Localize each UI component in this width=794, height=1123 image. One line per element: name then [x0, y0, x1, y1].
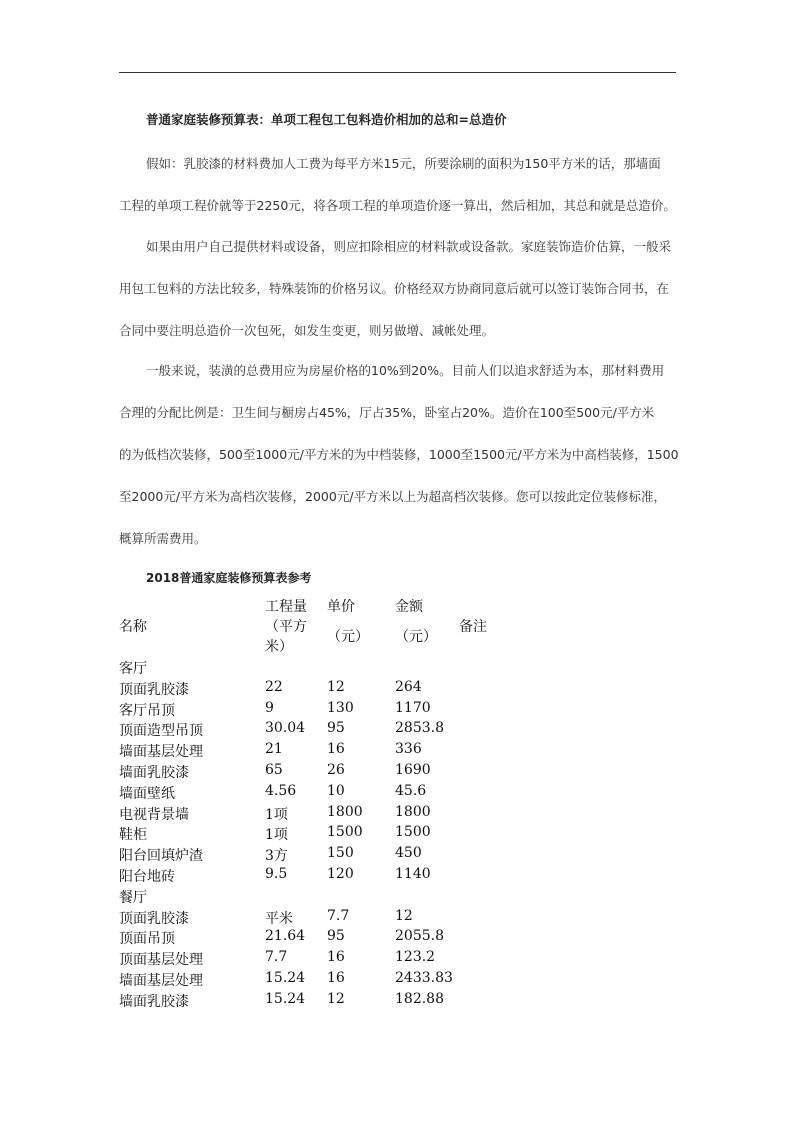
table-row	[119, 991, 539, 1012]
cell-name: 墙面基层处理	[119, 744, 203, 761]
header-price-line1: 单价	[327, 599, 355, 615]
header-qty-line1: 工程量	[265, 599, 307, 615]
cell-qty: 21.64	[265, 928, 306, 945]
cell-price: 16	[327, 970, 345, 986]
cell-qty: 平米	[265, 910, 293, 927]
cell-name: 墙面乳胶漆	[119, 765, 189, 781]
cell-name: 墙面基层处理	[119, 973, 203, 989]
table-row	[119, 866, 539, 887]
cell-amount: 182.88	[395, 990, 444, 1007]
paragraph-line: 假如：乳胶漆的材料费加人工费为每平方米15元，所要涂刷的面积为150平方米的话，那墙面	[146, 156, 661, 171]
table-row	[119, 783, 539, 804]
cell-name: 阳台地砖	[119, 869, 175, 885]
cell-price: 150	[327, 845, 354, 862]
cell-price: 26	[327, 762, 345, 778]
table-row	[119, 679, 539, 700]
paragraph-line: 合理的分配比例是：卫生间与橱房占45%，厅占35%，卧室占20%。造价在100至500元/平方米	[119, 405, 655, 420]
cell-qty: 1项	[265, 806, 288, 823]
header-rule	[119, 72, 676, 73]
table-row	[119, 762, 539, 783]
cell-name: 电视背景墙	[119, 806, 189, 823]
cell-price: 95	[327, 720, 345, 737]
cell-price: 7.7	[327, 907, 350, 924]
cell-price: 1800	[327, 803, 363, 820]
cell-qty: 3方	[265, 848, 288, 865]
cell-qty: 22	[265, 678, 283, 695]
cell-price: 12	[327, 990, 345, 1007]
paragraph-line: 工程的单项工程价就等于2250元，将各项工程的单项造价逐一算出，然后相加，其总和就是总造价。	[119, 198, 676, 213]
page-heading: 普通家庭装修预算表：单项工程包工包料造价相加的总和=总造价	[146, 112, 507, 127]
cell-qty: 9.5	[265, 866, 288, 882]
cell-amount: 1140	[395, 866, 431, 882]
cell-qty: 65	[265, 762, 283, 778]
table-row	[119, 949, 539, 970]
table-row	[119, 970, 539, 991]
cell-price: 16	[327, 949, 345, 966]
header-qty-line3: 米）	[265, 639, 293, 655]
paragraph-line: 概算所需费用。	[119, 531, 207, 546]
cell-name: 顶面乳胶漆	[119, 910, 189, 927]
table-row	[119, 741, 539, 762]
header-price-line2: （元）	[327, 629, 369, 645]
table-row	[119, 658, 539, 679]
cell-name: 阳台回填炉渣	[119, 848, 203, 865]
header-note: 备注	[459, 619, 487, 635]
table-row	[119, 928, 539, 949]
cell-qty: 21	[265, 741, 283, 758]
cell-amount: 1690	[395, 762, 431, 778]
cell-amount: 123.2	[395, 949, 436, 966]
cell-name: 顶面基层处理	[119, 952, 203, 969]
cell-name: 顶面造型吊顶	[119, 723, 203, 740]
cell-qty: 1项	[265, 827, 288, 844]
cell-qty: 15.24	[265, 990, 306, 1007]
table-row	[119, 804, 539, 825]
cell-qty: 7.7	[265, 949, 288, 966]
cell-name: 墙面乳胶漆	[119, 993, 189, 1010]
cell-amount: 2433.83	[395, 970, 453, 986]
table-row	[119, 720, 539, 741]
cell-price: 120	[327, 866, 354, 882]
cell-amount: 1500	[395, 824, 431, 841]
table-row	[119, 845, 539, 866]
paragraph-line: 一般来说，装潢的总费用应为房屋价格的10%到20%。目前人们以追求舒适为本，那材料费用	[146, 363, 665, 378]
table-row	[119, 700, 539, 721]
cell-qty: 4.56	[265, 782, 297, 799]
cell-qty: 30.04	[265, 720, 306, 737]
cell-amount: 12	[395, 907, 413, 924]
cell-price: 12	[327, 678, 345, 695]
table-title: 2018普通家庭装修预算表参考	[146, 571, 312, 585]
paragraph-line: 的为低档次装修，500至1000元/平方米的为中档装修，1000至1500元/平方米为中高档装修，1500	[119, 447, 679, 462]
cell-name: 客厅吊顶	[119, 702, 175, 719]
table-row	[119, 824, 539, 845]
header-amount-line2: （元）	[395, 629, 437, 645]
header-name: 名称	[119, 619, 147, 635]
table-row	[119, 887, 539, 908]
paragraph-line: 合同中要注明总造价一次包死，如发生变更，则另做增、减帐处理。	[119, 323, 495, 338]
cell-qty: 9	[265, 699, 274, 716]
paragraph-line: 用包工包料的方法比较多，特殊装饰的价格另议。价格经双方协商同意后就可以签订装饰合同书，在	[119, 281, 670, 296]
cell-amount: 336	[395, 741, 422, 758]
table-row	[119, 908, 539, 929]
cell-amount: 2055.8	[395, 928, 444, 945]
cell-name: 鞋柜	[119, 827, 147, 844]
cell-qty: 15.24	[265, 970, 306, 986]
paragraph-line: 至2000元/平方米为高档次装修，2000元/平方米以上为超高档次装修。您可以按此定位装修标准，	[119, 489, 667, 504]
cell-price: 1500	[327, 824, 363, 841]
cell-price: 130	[327, 699, 354, 716]
cell-price: 10	[327, 782, 345, 799]
cell-price: 16	[327, 741, 345, 758]
cell-price: 95	[327, 928, 345, 945]
header-qty-line2: （平方	[265, 619, 307, 635]
cell-name: 餐厅	[119, 889, 147, 906]
cell-amount: 1800	[395, 803, 431, 820]
header-amount-line1: 金额	[395, 599, 423, 615]
cell-name: 顶面吊顶	[119, 931, 175, 948]
paragraph-line: 如果由用户自己提供材料或设备，则应扣除相应的材料款或设备款。家庭装饰造价估算，一般采	[146, 239, 672, 254]
cell-amount: 450	[395, 845, 422, 862]
cell-name: 客厅	[119, 661, 147, 677]
cell-amount: 264	[395, 678, 422, 695]
cell-amount: 2853.8	[395, 720, 444, 737]
cell-amount: 1170	[395, 699, 431, 716]
cell-name: 顶面乳胶漆	[119, 681, 189, 698]
cell-amount: 45.6	[395, 782, 427, 799]
cell-name: 墙面壁纸	[119, 785, 175, 802]
